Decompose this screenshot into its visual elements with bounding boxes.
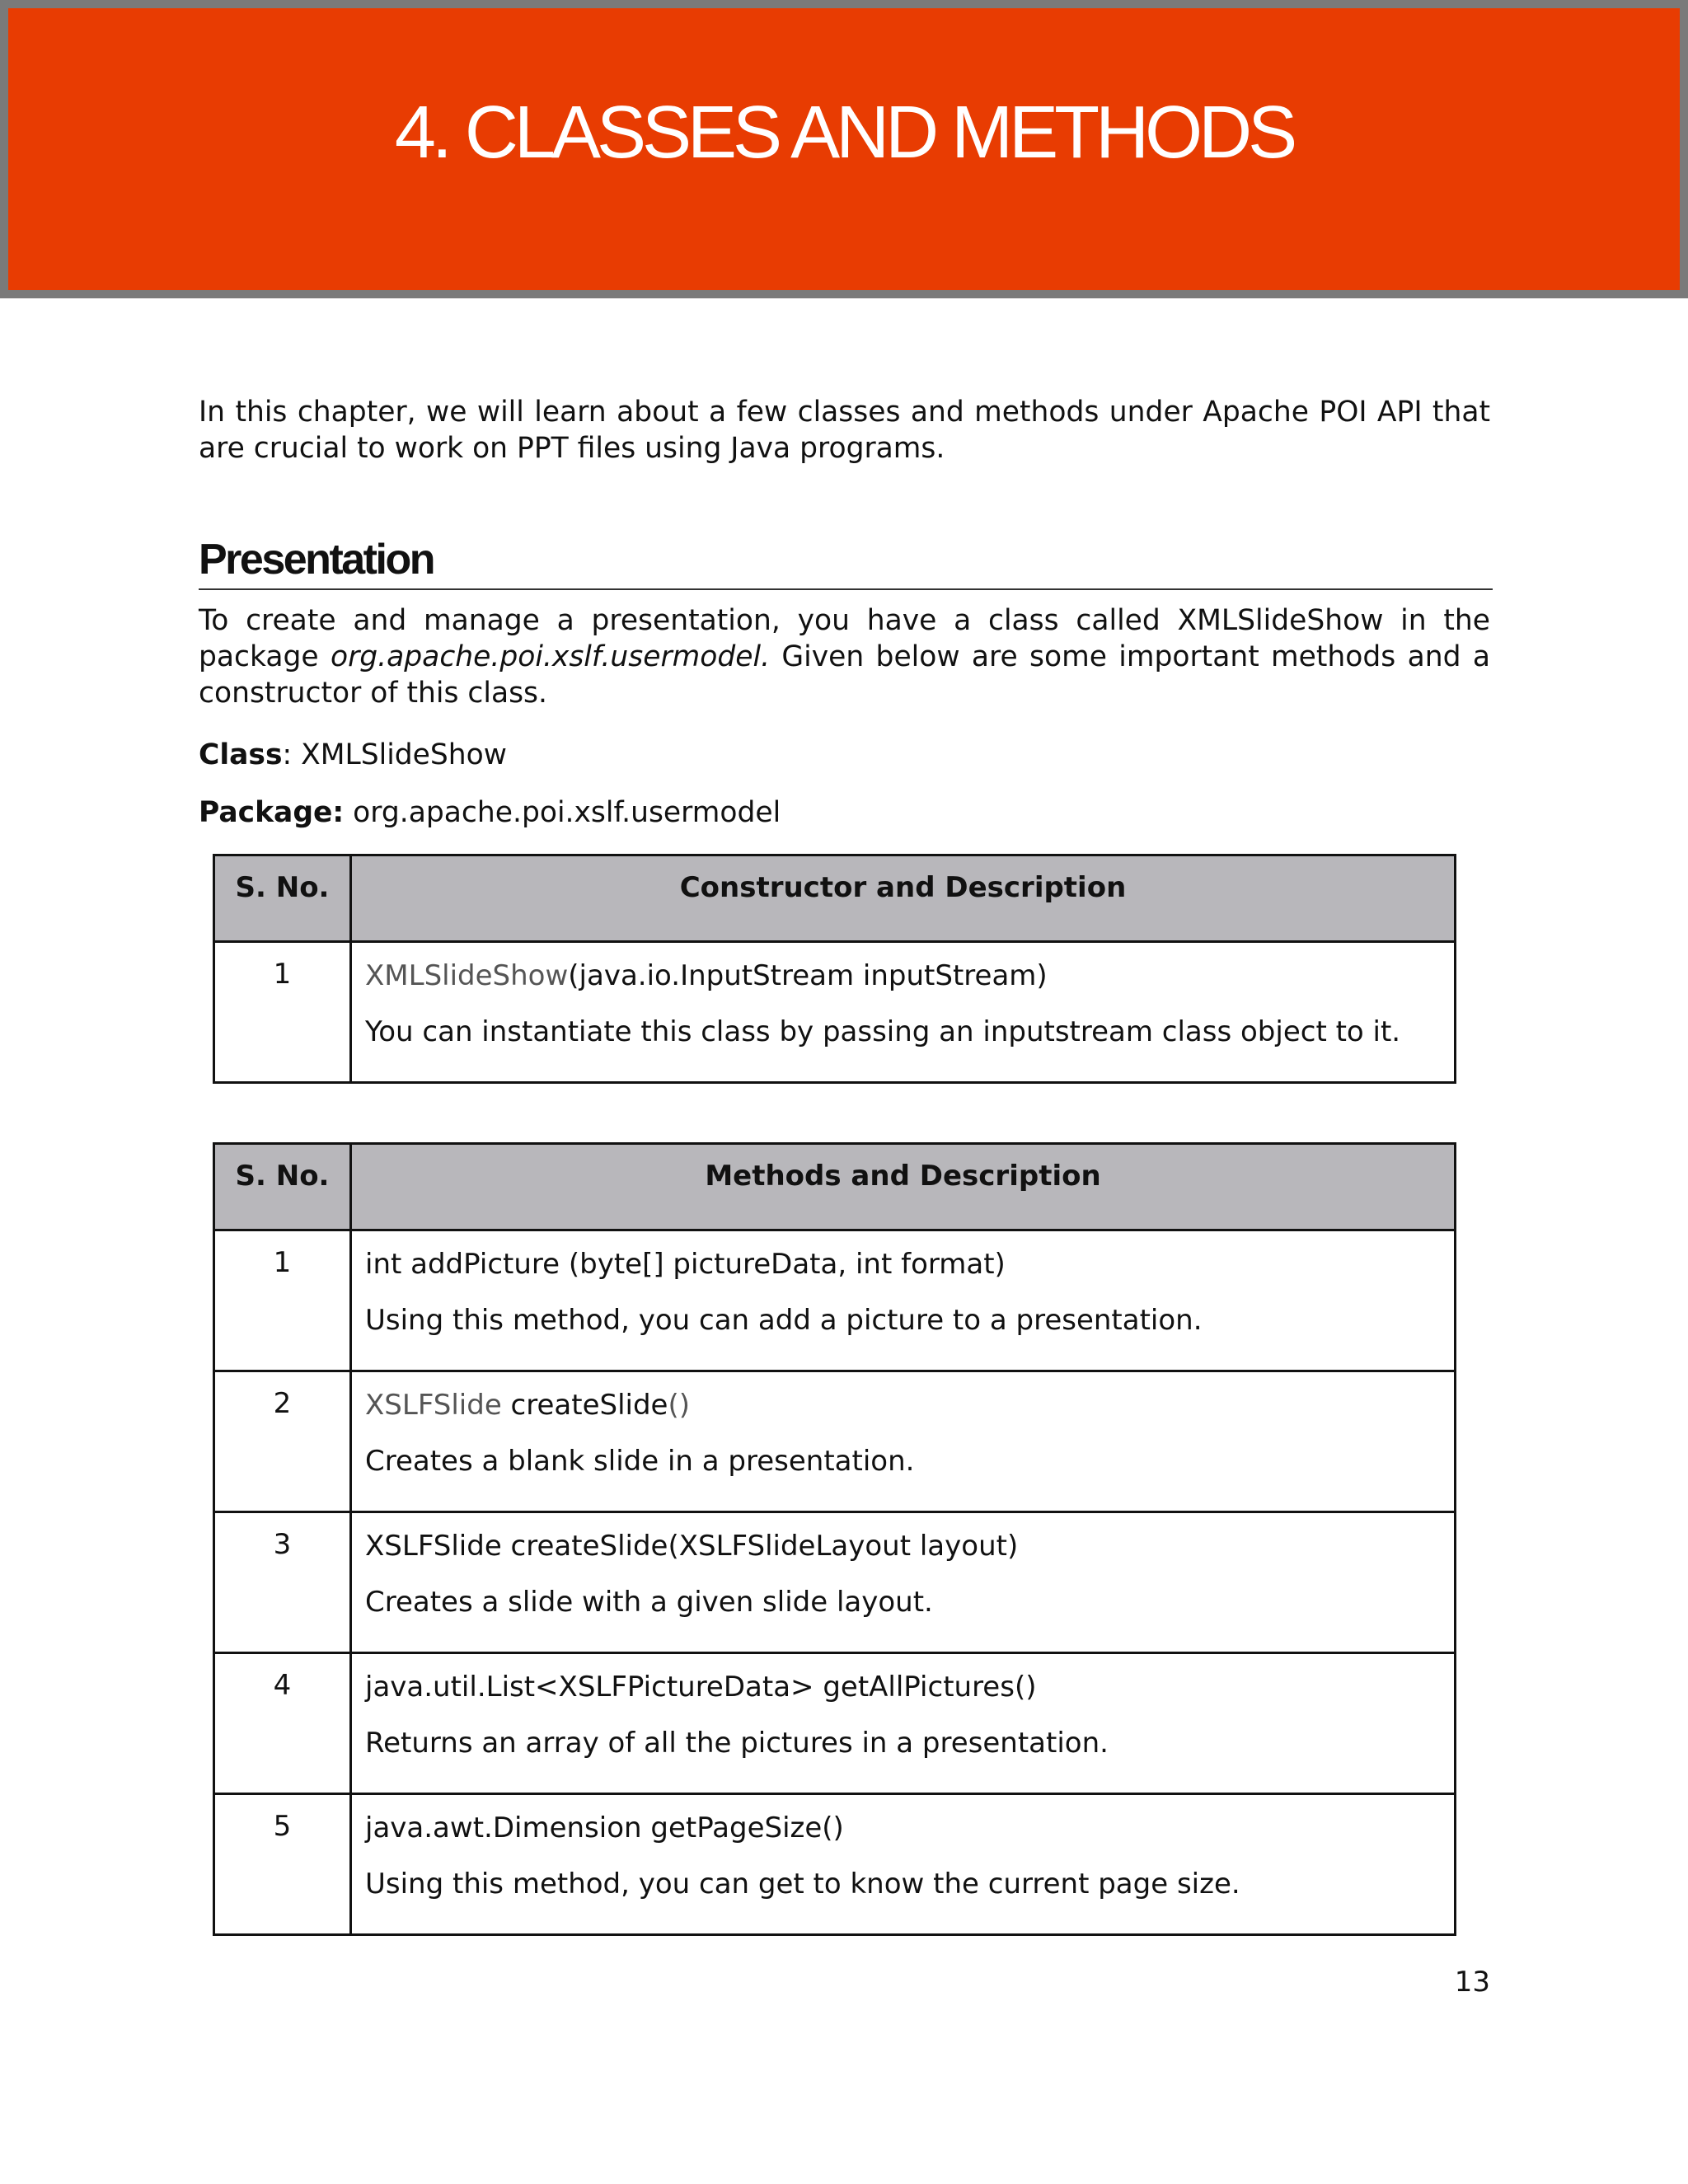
section-description [199,602,1490,711]
row-description: You can instantiate this class by passing an inputstream class object to it. [365,1015,1401,1048]
section-heading: Presentation [199,534,1493,590]
row-body [351,1371,1456,1512]
row-signature: XSLFSlide createSlide(XSLFSlideLayout layout) [365,1530,1019,1563]
constructor-table [213,854,1456,1084]
row-body [351,1653,1456,1794]
row-description: Using this method, you can add a picture to a presentation. [365,1304,1203,1337]
row-description: Creates a slide with a given slide layout. [365,1586,933,1619]
class-value: : XMLSlideShow [282,738,507,771]
signature-return-type: XSLFSlide [365,1389,502,1422]
class-line [199,737,507,773]
package-name-italic: org.apache.poi.xslf.usermodel. [330,640,771,673]
package-value: org.apache.poi.xslf.usermodel [344,796,781,829]
row-sno: 2 [214,1371,351,1512]
signature-params: (java.io.InputStream inputStream) [568,959,1048,992]
row-signature: java.awt.Dimension getPageSize() [365,1811,844,1844]
table-row [214,1653,1456,1794]
header-sno: S. No. [214,1144,351,1230]
row-signature: int addPicture (byte[] pictureData, int format) [365,1248,1006,1281]
methods-table [213,1142,1456,1936]
row-body [351,942,1456,1083]
row-description: Creates a blank slide in a presentation. [365,1445,915,1478]
row-signature: java.util.List<XSLFPictureData> getAllPictures() [365,1671,1037,1704]
row-sno: 5 [214,1794,351,1935]
signature-method: createSlide [501,1389,668,1422]
header-sno: S. No. [214,855,351,942]
table-header-row [214,1144,1456,1230]
table-row [214,1371,1456,1512]
table-row [214,1794,1456,1935]
package-label: Package: [199,796,345,829]
desc-text: To create and manage a presentation, you have a class called XMLSlideShow in the package [199,604,1490,673]
desc-text-end: Given below are some important methods and a constructor of this class. [199,640,1490,710]
row-description: Returns an array of all the pictures in a presentation. [365,1727,1109,1760]
chapter-title: 4. CLASSES AND METHODS [394,91,1294,174]
row-body [351,1512,1456,1653]
signature-class: XMLSlideShow [365,959,569,992]
row-body [351,1794,1456,1935]
class-label: Class [199,738,283,771]
table-header-row [214,855,1456,942]
table-row [214,942,1456,1083]
table-row [214,1230,1456,1371]
intro-paragraph: In this chapter, we will learn about a few classes and methods under Apache POI API that are crucial to work on PPT files using Java programs. [199,396,1490,465]
row-sno: 1 [214,942,351,1083]
row-description: Using this method, you can get to know the current page size. [365,1868,1240,1900]
header-description: Constructor and Description [351,855,1456,942]
table-row [214,1512,1456,1653]
row-sno: 4 [214,1653,351,1794]
row-body [351,1230,1456,1371]
row-sno: 1 [214,1230,351,1371]
signature-parens: () [668,1389,690,1422]
row-signature [365,958,1454,994]
row-signature [365,1387,1454,1423]
chapter-banner [0,0,1688,298]
row-sno: 3 [214,1512,351,1653]
page-number: 13 [1454,1966,1490,1999]
package-line [199,794,781,831]
header-description: Methods and Description [351,1144,1456,1230]
